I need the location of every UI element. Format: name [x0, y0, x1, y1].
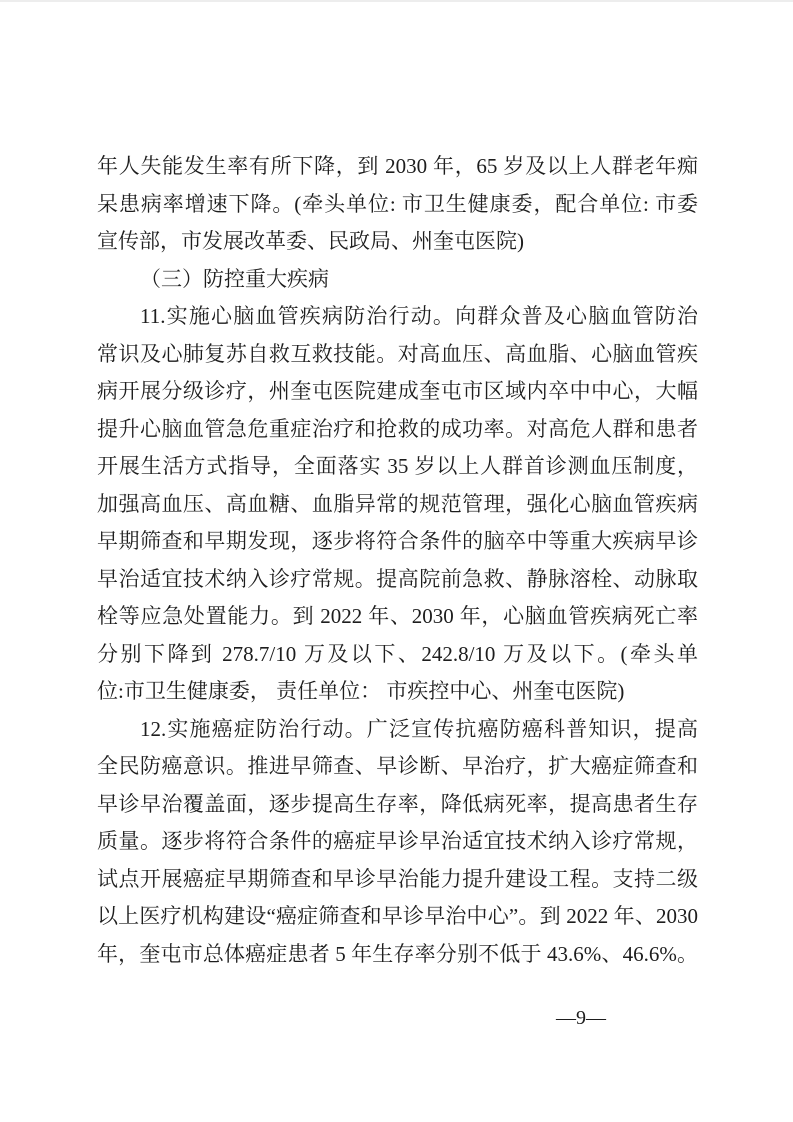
text-line: 以上医疗机构建设“癌症筛查和早诊早治中心”。到 2022 年、2030 [97, 904, 698, 928]
text-line: 位:市卫生健康委， 责任单位： 市疾控中心、州奎屯医院) [97, 679, 625, 703]
text-line: 病开展分级诊疗，州奎屯医院建成奎屯市区域内卒中中心，大幅 [97, 379, 698, 403]
text-line: 呆患病率增速下降。(牵头单位: 市卫生健康委，配合单位: 市委 [97, 191, 698, 216]
text-line: 全民防癌意识。推进早筛查、早诊断、早治疗，扩大癌症筛查和 [97, 754, 698, 778]
text-line: 早治适宜技术纳入诊疗常规。提高院前急救、静脉溶栓、动脉取 [97, 566, 698, 591]
text-line: 早期筛查和早期发现，逐步将符合条件的脑卒中等重大疾病早诊 [97, 529, 698, 553]
paragraph-start-line: 11.实施心脑血管疾病防治行动。向群众普及心脑血管防治 [140, 304, 698, 328]
page-top-edge [0, 0, 793, 2]
body-text [97, 148, 698, 973]
page-number: —9— [556, 1007, 606, 1029]
text-line: 宣传部，市发展改革委、民政局、州奎屯医院) [97, 229, 524, 253]
section-heading: （三）防控重大疾病 [140, 266, 329, 291]
text-line: 加强高血压、高血糖、血脂异常的规范管理，强化心脑血管疾病 [97, 491, 698, 516]
paragraph-start-line: 12.实施癌症防治行动。广泛宣传抗癌防癌科普知识，提高 [140, 716, 698, 741]
text-line: 开展生活方式指导，全面落实 35 岁以上人群首诊测血压制度， [97, 454, 698, 478]
text-line: 栓等应急处置能力。到 2022 年、2030 年，心脑血管疾病死亡率 [97, 604, 698, 628]
text-line: 早诊早治覆盖面，逐步提高生存率，降低病死率，提高患者生存 [97, 791, 698, 816]
text-line: 试点开展癌症早期筛查和早诊早治能力提升建设工程。支持二级 [97, 866, 698, 891]
text-line: 提升心脑血管急危重症治疗和抢救的成功率。对高危人群和患者 [97, 416, 698, 441]
text-line: 年人失能发生率有所下降，到 2030 年，65 岁及以上人群老年痴 [97, 154, 698, 178]
text-line: 质量。逐步将符合条件的癌症早诊早治适宜技术纳入诊疗常规， [97, 829, 698, 853]
text-line: 分别下降到 278.7/10 万及以下、242.8/10 万及以下。(牵头单 [97, 641, 698, 666]
text-line: 常识及心肺复苏自救互救技能。对高血压、高血脂、心脑血管疾 [97, 341, 698, 366]
text-line: 年，奎屯市总体癌症患者 5 年生存率分别不低于 43.6%、46.6%。 [97, 941, 698, 966]
